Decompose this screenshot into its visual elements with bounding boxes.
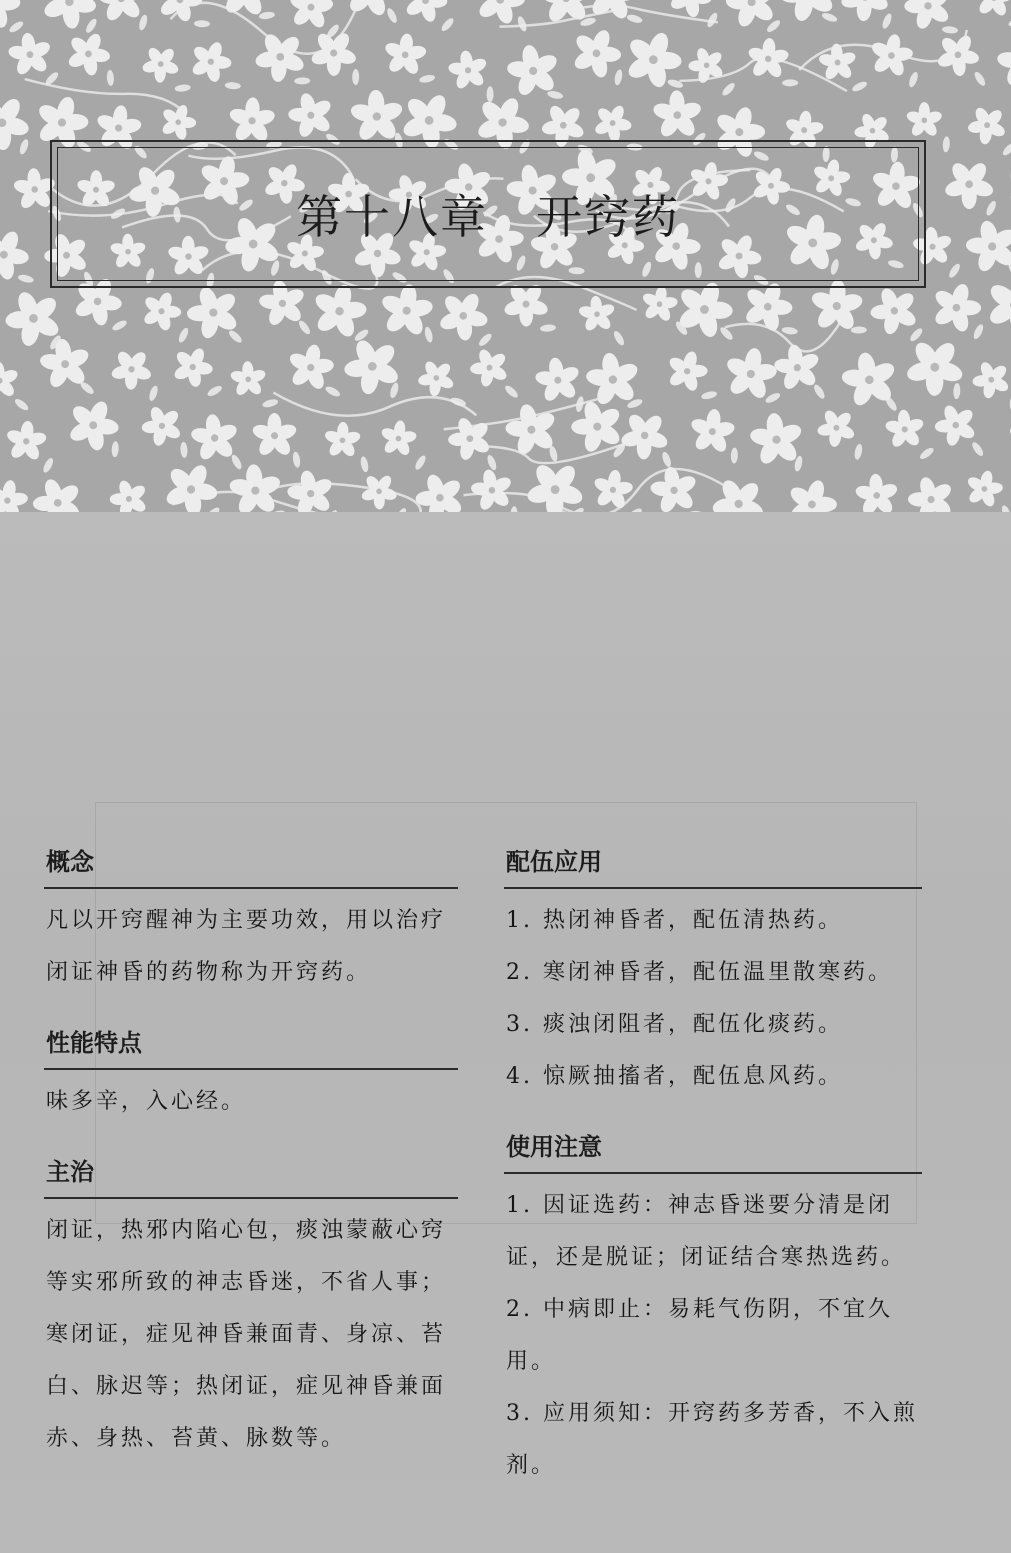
indications-text: 闭证，热邪内陷心包，痰浊蒙蔽心窍等实邪所致的神志昏迷，不省人事；寒闭证，症见神昏兼面青、身凉、苔白、脉迟等；热闭证，症见神昏兼面赤、身热、苔黄、脉数等。 xyxy=(46,1218,447,1451)
properties-text: 味多辛，入心经。 xyxy=(46,1089,247,1114)
combinations-section xyxy=(504,840,922,1103)
combination-item: 4. 惊厥抽搐者，配伍息风药。 xyxy=(506,1064,843,1089)
properties-section xyxy=(44,1021,458,1128)
chapter-title: 第十八章 开窍药 xyxy=(296,190,680,244)
concept-heading: 概念 xyxy=(44,840,458,889)
caution-item: 2. 中病即止：易耗气伤阴，不宜久用。 xyxy=(506,1297,893,1374)
caution-item: 3. 应用须知：开窍药多芳香，不入煎剂。 xyxy=(506,1401,918,1478)
indications-section xyxy=(44,1150,458,1465)
indications-heading: 主治 xyxy=(44,1150,458,1199)
floral-banner xyxy=(0,0,1011,512)
properties-heading: 性能特点 xyxy=(44,1021,458,1070)
right-column xyxy=(504,840,922,1514)
combination-item: 1. 热闭神昏者，配伍清热药。 xyxy=(506,908,843,933)
cautions-heading: 使用注意 xyxy=(504,1125,922,1174)
combinations-heading: 配伍应用 xyxy=(504,840,922,889)
concept-text: 凡以开窍醒神为主要功效，用以治疗闭证神昏的药物称为开窍药。 xyxy=(46,908,447,985)
caution-item: 1. 因证选药：神志昏迷要分清是闭证，还是脱证；闭证结合寒热选药。 xyxy=(506,1193,907,1270)
cautions-section xyxy=(504,1125,922,1492)
left-column xyxy=(44,840,458,1487)
concept-section xyxy=(44,840,458,999)
combination-item: 3. 痰浊闭阻者，配伍化痰药。 xyxy=(506,1012,843,1037)
combination-item: 2. 寒闭神昏者，配伍温里散寒药。 xyxy=(506,960,893,985)
title-frame xyxy=(50,140,926,288)
